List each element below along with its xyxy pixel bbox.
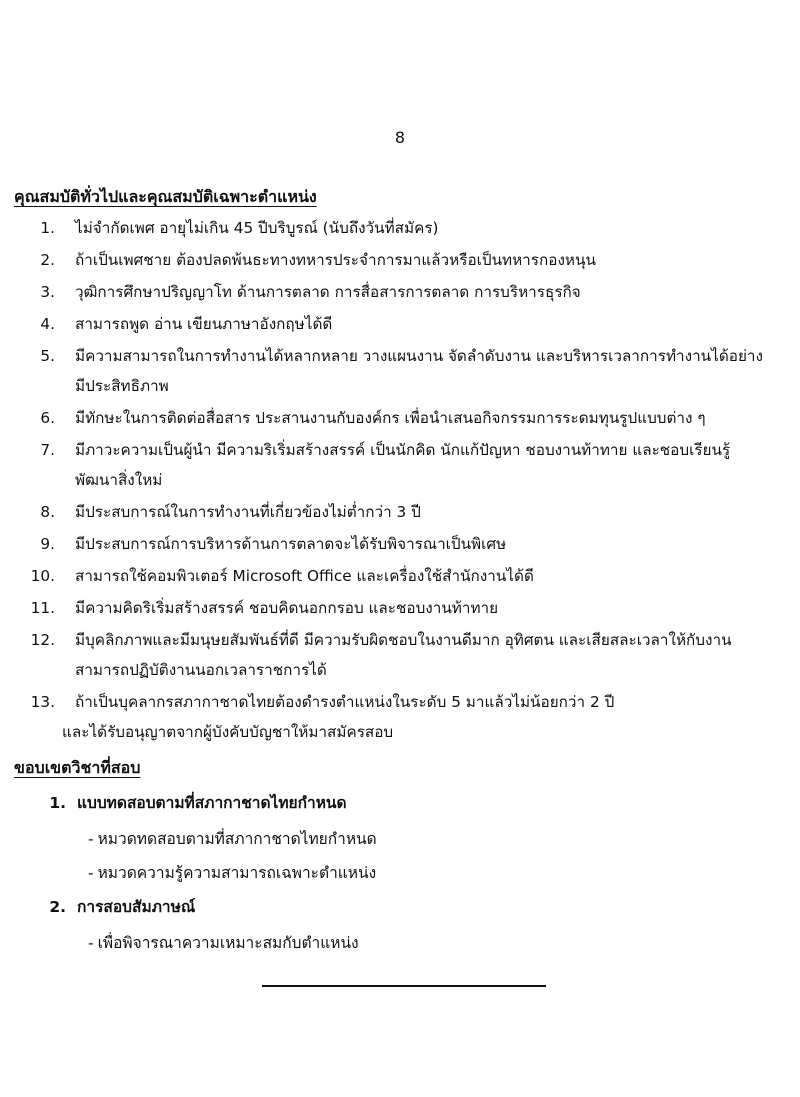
qualification-item <box>0 497 800 527</box>
qualification-item <box>0 277 800 307</box>
exam-scope-item-header <box>0 788 800 818</box>
qualification-number: 4. <box>40 315 55 333</box>
exam-scope-item <box>0 892 800 958</box>
qualification-text-continued: มีประสิทธิภาพ <box>75 377 169 395</box>
exam-scope-subitem <box>0 858 800 888</box>
qualification-text: มีภาวะความเป็นผู้นำ มีความริเริ่มสร้างสรรค์ เป็นนักคิด นักแก้ปัญหา ชอบงานท้าทาย และชอบเรียนรู้ <box>75 441 731 459</box>
qualifications-list <box>0 213 800 749</box>
qualification-text: วุฒิการศึกษาปริญญาโท ด้านการตลาด การสื่อสารการตลาด การบริหารธุรกิจ <box>75 283 581 301</box>
end-divider <box>262 985 546 987</box>
qualification-text-continued: และได้รับอนุญาตจากผู้บังคับบัญชาให้มาสมัครสอบ <box>62 723 394 741</box>
exam-scope-item <box>0 788 800 888</box>
qualification-number: 5. <box>40 347 55 365</box>
qualification-item <box>0 561 800 591</box>
exam-scope-number: 1. <box>49 794 66 812</box>
exam-scope-item-header <box>0 892 800 922</box>
qualification-text: มีประสบการณ์ในการทำงานที่เกี่ยวข้องไม่ต่ำกว่า 3 ปี <box>75 503 421 521</box>
page-number: 8 <box>394 128 406 147</box>
qualification-number: 9. <box>40 535 55 553</box>
dash-bullet: - <box>88 934 94 952</box>
qualification-text: สามารถพูด อ่าน เขียนภาษาอังกฤษได้ดี <box>75 315 333 333</box>
exam-scope-subitem <box>0 928 800 958</box>
qualification-number: 8. <box>40 503 55 521</box>
exam-scope-number: 2. <box>49 898 66 916</box>
qualification-item <box>0 245 800 275</box>
qualification-item <box>0 529 800 559</box>
qualification-text: ถ้าเป็นเพศชาย ต้องปลดพ้นธะทางทหารประจำการมาแล้วหรือเป็นทหารกองหนุน <box>75 251 596 269</box>
dash-bullet: - <box>88 830 94 848</box>
qualification-text-continued: สามารถปฏิบัติงานนอกเวลาราชการได้ <box>75 661 327 679</box>
qualification-number: 6. <box>40 409 55 427</box>
qualifications-heading: คุณสมบัติทั่วไปและคุณสมบัติเฉพาะตำแหน่ง <box>14 187 317 206</box>
qualification-text: มีทักษะในการติดต่อสื่อสาร ประสานงานกับองค์กร เพื่อนำเสนอกิจกรรมการระดมทุนรูปแบบต่าง ๆ <box>75 409 706 427</box>
exam-scope-subitem-text: หมวดความรู้ความสามารถเฉพาะตำแหน่ง <box>97 864 377 882</box>
dash-bullet: - <box>88 864 94 882</box>
qualification-item <box>0 403 800 433</box>
qualification-number: 2. <box>40 251 55 269</box>
exam-scope-subitem-text: เพื่อพิจารณาความเหมาะสมกับตำแหน่ง <box>97 934 359 952</box>
qualification-number: 11. <box>30 599 55 617</box>
qualification-item <box>0 435 800 495</box>
qualification-text: ถ้าเป็นบุคลากรสภากาชาดไทยต้องดำรงตำแหน่งในระดับ 5 มาแล้วไม่น้อยกว่า 2 ปี <box>75 693 615 711</box>
qualification-number: 3. <box>40 283 55 301</box>
qualification-item <box>0 625 800 685</box>
qualification-text-continued: พัฒนาสิ่งใหม่ <box>75 471 163 489</box>
qualification-text: สามารถใช้คอมพิวเตอร์ Microsoft Office และเครื่องใช้สำนักงานได้ดี <box>75 567 534 585</box>
qualification-number: 10. <box>30 567 55 585</box>
exam-scope-subitem <box>0 824 800 854</box>
qualification-item <box>0 341 800 401</box>
exam-scope-title: แบบทดสอบตามที่สภากาชาดไทยกำหนด <box>77 794 347 812</box>
exam-scope-list <box>0 788 800 962</box>
qualification-item <box>0 687 800 747</box>
qualification-text: ไม่จำกัดเพศ อายุไม่เกิน 45 ปีบริบูรณ์ (นับถึงวันที่สมัคร) <box>75 219 439 237</box>
qualification-number: 13. <box>30 693 55 711</box>
qualification-item <box>0 593 800 623</box>
qualification-text: มีความคิดริเริ่มสร้างสรรค์ ชอบคิดนอกกรอบ และชอบงานท้าทาย <box>75 599 499 617</box>
exam-scope-title: การสอบสัมภาษณ์ <box>77 898 196 916</box>
qualification-item <box>0 213 800 243</box>
qualification-text: มีบุคลิกภาพและมีมนุษยสัมพันธ์ที่ดี มีความรับผิดชอบในงานดีมาก อุทิศตน และเสียสละเวลาให้กับงาน <box>75 631 732 649</box>
qualification-number: 1. <box>40 219 55 237</box>
exam-scope-subitem-text: หมวดทดสอบตามที่สภากาชาดไทยกำหนด <box>97 830 377 848</box>
qualification-number: 12. <box>30 631 55 649</box>
qualification-text: มีประสบการณ์การบริหารด้านการตลาดจะได้รับพิจารณาเป็นพิเศษ <box>75 535 507 553</box>
qualification-item <box>0 309 800 339</box>
qualification-number: 7. <box>40 441 55 459</box>
qualification-text: มีความสามารถในการทำงานได้หลากหลาย วางแผนงาน จัดลำดับงาน และบริหารเวลาการทำงานได้อย่าง <box>75 347 763 365</box>
exam-scope-heading: ขอบเขตวิชาที่สอบ <box>14 758 141 777</box>
